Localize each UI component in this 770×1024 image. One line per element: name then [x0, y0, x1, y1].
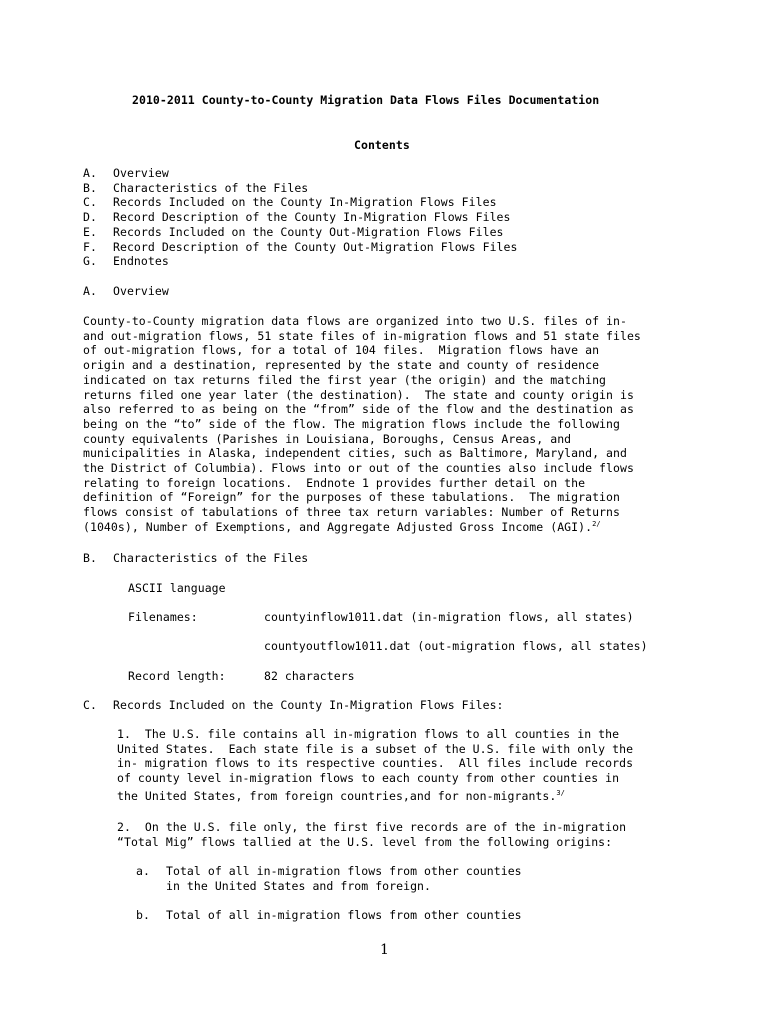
sub-item-a-letter: a. [136, 864, 150, 878]
toc-item: Record Description of the County In-Migration Flows Files [113, 210, 511, 225]
endnote-reference: 3/ [556, 788, 565, 797]
page-number: 1 [380, 942, 389, 958]
paragraph-line: also referred to as being on the “from” side of the flow and the destination as [83, 402, 634, 417]
paragraph-line: Total of all in-migration flows from other counties [166, 908, 522, 922]
endnote-reference: 2/ [592, 519, 601, 528]
table-of-contents [113, 166, 517, 269]
filename-inflow: countyinflow1011.dat (in-migration flows, all states) [264, 610, 634, 624]
paragraph-line: indicated on tax returns filed the first year (the origin) and the matching [83, 372, 607, 387]
paragraph-line: origin and a destination, represented by the state and county of residence [83, 358, 600, 373]
paragraph-line: (1040s), Number of Exemptions, and Aggregate Adjusted Gross Income (AGI). [83, 519, 593, 534]
paragraph-line: the District of Columbia). Flows into or out of the counties also include flows [83, 461, 634, 476]
toc-item: Records Included on the County Out-Migration Flows Files [113, 224, 504, 239]
section-a-heading: Overview [113, 284, 169, 298]
paragraph-line: returns filed one year later (the destination). The state and county origin is [83, 387, 634, 402]
paragraph-line: County-to-County migration data flows are organized into two U.S. files of in- [83, 314, 627, 328]
toc-letter: B. [83, 180, 97, 195]
toc-letter: C. [83, 195, 97, 210]
paragraph-line: Total of all in-migration flows from other counties [166, 864, 522, 878]
document-title: 2010-2011 County-to-County Migration Data Flows Files Documentation [132, 93, 600, 107]
sub-item-b-letter: b. [136, 908, 150, 922]
paragraph-line: in the United States and from foreign. [166, 878, 431, 893]
toc-item: Records Included on the County In-Migration Flows Files [113, 195, 497, 210]
paragraph-line: of county level in-migration flows to each county from other counties in [117, 771, 620, 786]
section-b-heading: Characteristics of the Files [113, 551, 309, 565]
record-length-value: 82 characters [264, 669, 355, 683]
paragraph-line: in- migration flows to its respective counties. All files include records [117, 756, 634, 771]
toc-letter: F. [83, 239, 97, 254]
paragraph-line-last [83, 520, 641, 537]
sub-item-b [166, 908, 522, 923]
paragraph-line: municipalities in Alaska, independent cities, such as Baltimore, Maryland, and [83, 446, 627, 461]
ascii-language-text: ASCII language [128, 581, 226, 595]
record-length-label: Record length: [128, 669, 226, 683]
paragraph-line: relating to foreign locations. Endnote 1 provides further detail on the [83, 475, 586, 490]
section-c-item-1 [117, 727, 633, 806]
paragraph-line: county equivalents (Parishes in Louisiana, Boroughs, Census Areas, and [83, 431, 572, 446]
paragraph-line: of out-migration flows, for a total of 104 files. Migration flows have an [83, 343, 600, 358]
section-c-letter: C. [83, 698, 97, 712]
filenames-label: Filenames: [128, 610, 198, 624]
paragraph-line: flows consist of tabulations of three tax return variables: Number of Returns [83, 505, 620, 520]
paragraph-line: the United States, from foreign countries,and for non-migrants. [117, 788, 557, 803]
paragraph-line: 1. The U.S. file contains all in-migration flows to all counties in the [117, 727, 620, 741]
toc-item: Overview [113, 166, 169, 180]
section-c-item-2 [117, 820, 626, 849]
toc-letter: D. [83, 210, 97, 225]
toc-item: Endnotes [113, 254, 169, 269]
section-b-letter: B. [83, 551, 97, 565]
toc-item: Record Description of the County Out-Migration Flows Files [113, 239, 518, 254]
paragraph-line-last [117, 789, 633, 806]
toc-letter: G. [83, 254, 97, 269]
overview-paragraph [83, 314, 641, 537]
toc-item: Characteristics of the Files [113, 180, 309, 195]
paragraph-line: definition of “Foreign” for the purposes of these tabulations. The migration [83, 490, 620, 505]
contents-heading: Contents [354, 138, 410, 152]
toc-letters [83, 166, 97, 269]
paragraph-line: and out-migration flows, 51 state files of in-migration flows and 51 state files [83, 328, 641, 343]
filename-outflow: countyoutflow1011.dat (out-migration flows, all states) [264, 639, 648, 653]
section-a-letter: A. [83, 284, 97, 298]
sub-item-a [166, 864, 522, 893]
toc-letter: E. [83, 224, 97, 239]
toc-letter: A. [83, 166, 97, 180]
paragraph-line: being on the “to” side of the flow. The migration flows include the following [83, 416, 620, 431]
paragraph-line: “Total Mig” flows tallied at the U.S. level from the following origins: [117, 834, 613, 849]
paragraph-line: 2. On the U.S. file only, the first five records are of the in-migration [117, 820, 627, 834]
section-c-heading: Records Included on the County In-Migration Flows Files: [113, 698, 504, 712]
paragraph-line: United States. Each state file is a subset of the U.S. file with only the [117, 741, 634, 756]
